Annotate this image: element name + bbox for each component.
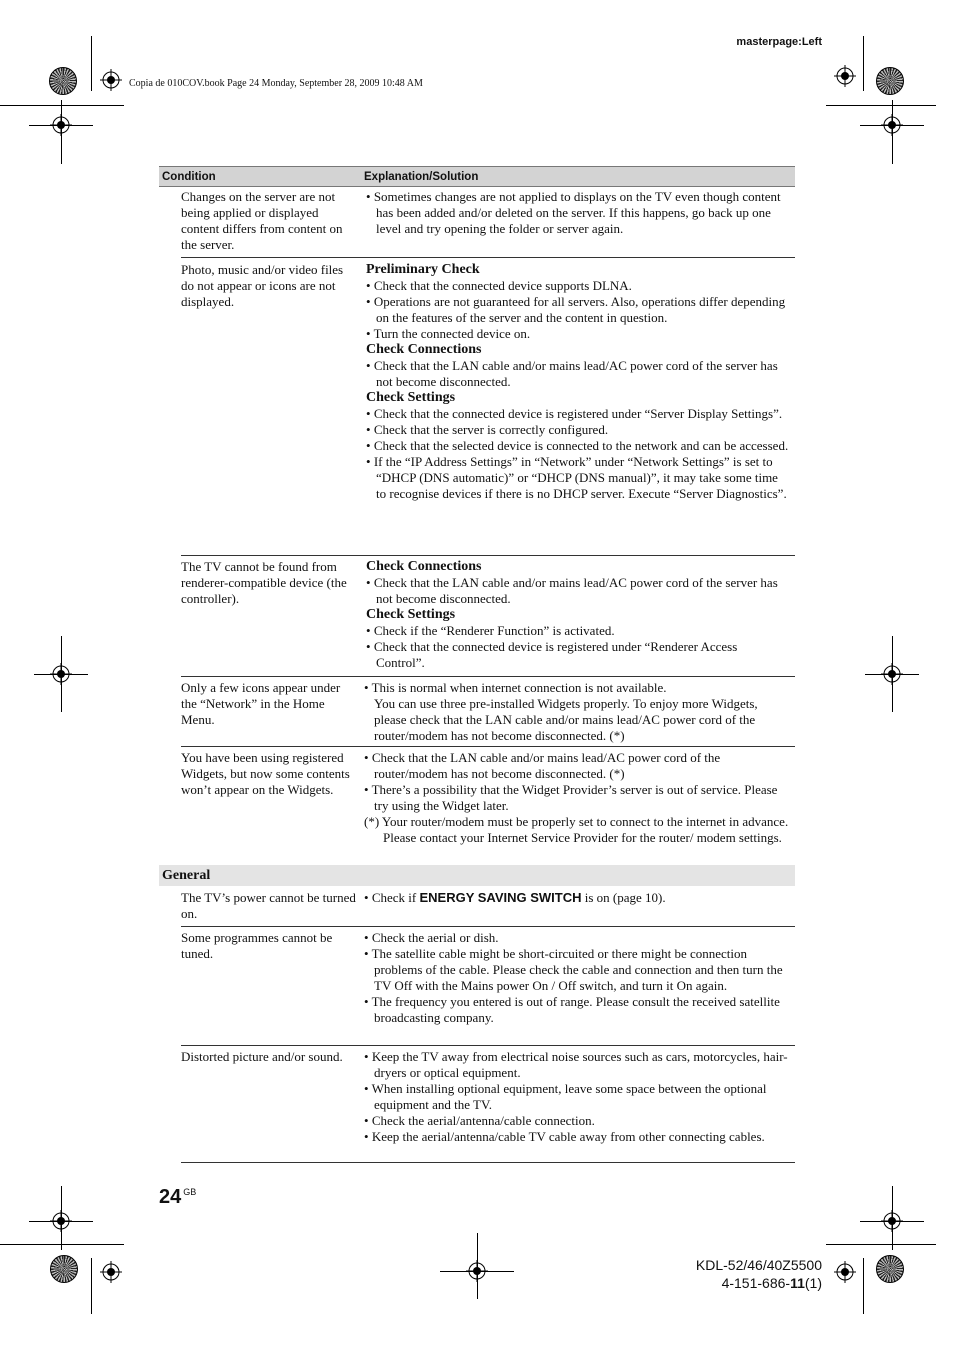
masterpage-label: masterpage:Left: [736, 36, 822, 48]
bullet-item: • Check if the “Renderer Function” is activated.: [366, 623, 789, 639]
crosshair-target-icon: [100, 69, 122, 91]
bullet-item: • Operations are not guaranteed for all servers. Also, operations differ depending on the features of the server and the content in question.: [366, 294, 789, 326]
solution-cell: [364, 887, 795, 926]
bullet-item: • Check that the LAN cable and/or mains lead/AC power cord of the router/modem has not become disconnected. (*): [364, 750, 789, 782]
bullet-item: • Check that the LAN cable and/or mains lead/AC power cord of the server has not become disconnected.: [366, 575, 789, 607]
crosshair-target-icon: [834, 1261, 856, 1283]
table-row: [181, 1046, 795, 1163]
solution-cell: [364, 747, 795, 865]
bullet-item: • Check that the server is correctly configured.: [366, 422, 789, 438]
bullet-item: • Check that the connected device is registered under “Server Display Settings”.: [366, 406, 789, 422]
page-number: [159, 1186, 196, 1209]
section-general: General: [159, 865, 795, 887]
crosshair-target-icon: [881, 663, 903, 685]
crosshair-target-icon: [834, 65, 856, 87]
part-code-prefix: 4-151-686-: [721, 1275, 791, 1291]
table-header: [159, 166, 795, 187]
condition-cell: The TV cannot be found from renderer-compatible device (the controller).: [181, 559, 347, 606]
bullet-item: • The satellite cable might be short-circuited or there might be connection problems of the cable. Please check the cable and connection and then turn the TV Off with the Mains power On / Off switch, and turn it On again.: [364, 946, 789, 994]
table-row: [181, 927, 795, 1046]
condition-cell: You have been using registered Widgets, but now some contents won’t appear on the Widgets.: [181, 750, 350, 797]
page-number-value: 24: [159, 1186, 182, 1208]
bullet-item: • Check the aerial/antenna/cable connection.: [364, 1113, 789, 1129]
solution-cell: [364, 927, 795, 1045]
condition-cell: Some programmes cannot be tuned.: [181, 930, 333, 961]
model-number: KDL-52/46/40Z5500: [695, 1257, 822, 1273]
header-condition: Condition: [162, 170, 216, 183]
subheading: Check Settings: [366, 390, 456, 405]
troubleshooting-table: [159, 166, 795, 1163]
bullet-item: • There’s a possibility that the Widget Provider’s server is out of service. Please try using the Widget later.: [364, 782, 789, 814]
page-suffix: GB: [183, 1187, 197, 1197]
starburst-disc-icon: [876, 67, 904, 95]
bullet-item: • The frequency you entered is out of range. Please consult the received satellite broadcasting company.: [364, 994, 789, 1026]
crosshair-target-icon: [50, 114, 72, 136]
bullet-item: • Keep the aerial/antenna/cable TV cable away from other connecting cables.: [364, 1129, 789, 1145]
part-code: [660, 1274, 822, 1292]
solution-cell: [364, 1046, 795, 1162]
solution-cell: [364, 187, 795, 257]
bullet-item: • When installing optional equipment, leave some space between the optional equipment and the TV.: [364, 1081, 789, 1113]
table-row: [181, 556, 795, 677]
text-run: is on (page 10).: [581, 890, 666, 905]
subheading: Preliminary Check: [366, 262, 480, 277]
subheading: Check Connections: [366, 559, 482, 574]
text-run: Check if: [371, 890, 420, 905]
table-row: [181, 747, 795, 865]
book-info: Copia de 010COV.book Page 24 Monday, September 28, 2009 10:48 AM: [129, 78, 423, 89]
bullet-item: • Sometimes changes are not applied to displays on the TV even though content has been added and/or deleted on the server. If this happens, go back up one level and try opening the folder or server again.: [366, 189, 789, 237]
crosshair-target-icon: [100, 1261, 122, 1283]
subheading: Check Connections: [366, 342, 482, 357]
crosshair-target-icon: [50, 663, 72, 685]
energy-saving-switch-label: ENERGY SAVING SWITCH: [419, 890, 582, 905]
crop-mark: [0, 1244, 124, 1245]
bullet-item: • If the “IP Address Settings” in “Network” under “Network Settings” is set to “DHCP (DNS automatic)” or “DHCP (DNS manual)”, it may take some time to recognise devices if there is no DHCP server. Execute “Server Diagnostics”.: [366, 454, 789, 502]
crosshair-target-icon: [881, 114, 903, 136]
condition-cell: Distorted picture and/or sound.: [181, 1049, 343, 1064]
bullet-item: • Check that the connected device supports DLNA.: [366, 278, 789, 294]
starburst-disc-icon: [50, 1255, 78, 1283]
part-code-suffix: (1): [804, 1275, 822, 1291]
header-explanation: Explanation/Solution: [364, 170, 479, 183]
table-row: [181, 887, 795, 927]
part-code-bold: 11: [790, 1275, 805, 1291]
starburst-disc-icon: [49, 67, 77, 95]
bullet-item: • Check the aerial or dish.: [364, 930, 789, 946]
crop-mark: [91, 36, 92, 91]
paragraph: You can use three pre-installed Widgets properly. To enjoy more Widgets, please check that the LAN cable and/or mains lead/AC power cord of the router/modem has not become disconnected. (*): [374, 696, 758, 743]
crop-mark: [0, 105, 124, 106]
crop-mark: [863, 1258, 864, 1314]
bullet-item: • Turn the connected device on.: [366, 326, 789, 342]
crop-mark: [91, 1258, 92, 1314]
crosshair-target-icon: [881, 1210, 903, 1232]
subheading: Check Settings: [366, 607, 456, 622]
crop-mark: [826, 1244, 936, 1245]
crosshair-target-icon: [50, 1210, 72, 1232]
condition-cell: The TV’s power cannot be turned on.: [181, 890, 356, 921]
bullet-item: • Check that the LAN cable and/or mains lead/AC power cord of the server has not become disconnected.: [366, 358, 789, 390]
bullet-item: • Check that the selected device is connected to the network and can be accessed.: [366, 438, 789, 454]
table-row: [181, 258, 795, 556]
bullet-item: • Check that the connected device is registered under “Renderer Access Control”.: [366, 639, 789, 671]
solution-cell: [364, 556, 795, 676]
condition-cell: Photo, music and/or video files do not appear or icons are not displayed.: [181, 262, 344, 309]
bullet-item: • This is normal when internet connection is not available.: [364, 680, 789, 696]
condition-cell: Only a few icons appear under the “Network” in the Home Menu.: [181, 680, 341, 727]
table-row: [181, 187, 795, 258]
footnote: (*) Your router/modem must be properly set to connect to the internet in advance. Please contact your Internet Service Provider for the router/ modem settings.: [364, 814, 789, 845]
condition-cell: Changes on the server are not being applied or displayed content differs from content on the server.: [181, 189, 343, 252]
model-info: [660, 1256, 822, 1292]
table-row: [181, 677, 795, 747]
starburst-disc-icon: [876, 1255, 904, 1283]
bullet-item: [364, 890, 789, 906]
crop-mark: [863, 36, 864, 91]
solution-cell: [364, 259, 795, 555]
crop-mark: [826, 105, 936, 106]
crosshair-target-icon: [466, 1260, 488, 1282]
bullet-item: • Keep the TV away from electrical noise sources such as cars, motorcycles, hair-dryers or optical equipment.: [364, 1049, 789, 1081]
solution-cell: [364, 677, 795, 746]
